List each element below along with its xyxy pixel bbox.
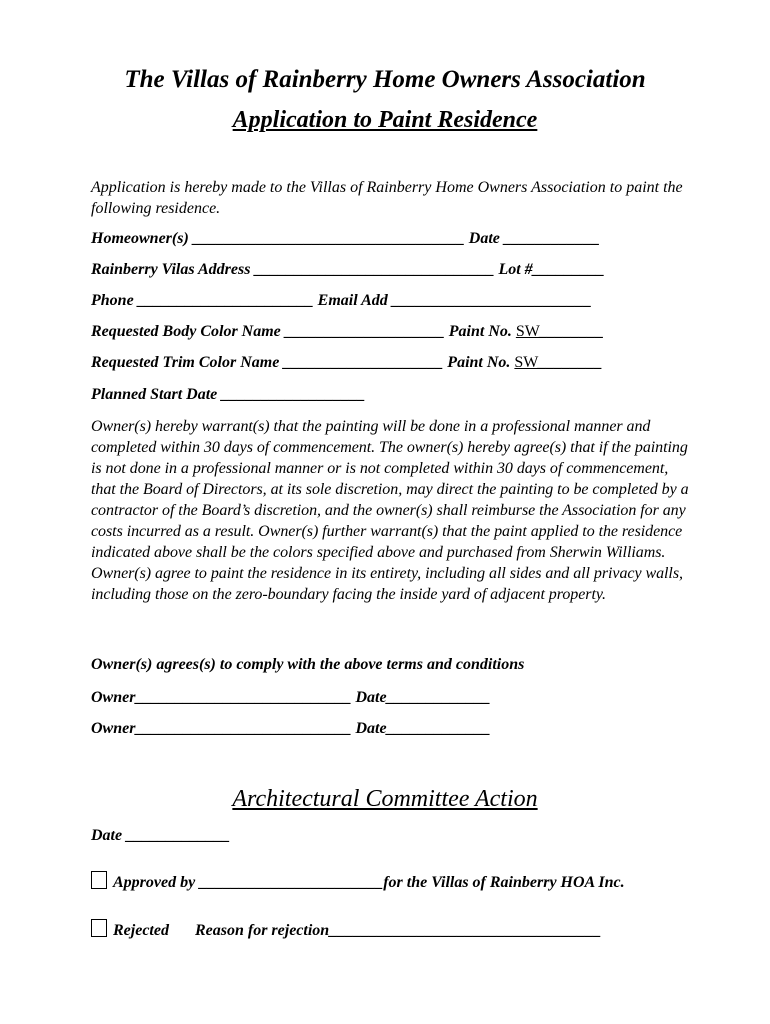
rejected-row[interactable]	[91, 919, 601, 940]
approved-row[interactable]	[91, 871, 625, 892]
owner-signature-1[interactable]: Owner___________________________ Date_____________	[91, 689, 491, 706]
committee-heading: Architectural Committee Action	[232, 786, 538, 812]
agreement-statement: Owner(s) agrees(s) to comply with the above terms and conditions	[91, 656, 525, 673]
rejection-reason-field[interactable]: Reason for rejection__________________________________	[194, 922, 602, 939]
body-color-field[interactable]	[91, 323, 604, 341]
body-color-label: Requested Body Color Name ____________________ Paint No.	[91, 323, 512, 340]
committee-date-field[interactable]: Date _____________	[91, 827, 231, 844]
intro-text: Application is hereby made to the Villas of Rainberry Home Owners Association to paint the following residence.	[91, 179, 683, 217]
body-sw-code: SW	[515, 323, 540, 340]
trim-sw-blank[interactable]: ________	[538, 354, 603, 371]
body-sw-blank[interactable]: ________	[539, 323, 604, 340]
approved-checkbox-icon[interactable]	[91, 871, 107, 889]
start-date-field[interactable]: Planned Start Date __________________	[91, 386, 366, 403]
phone-email-field[interactable]: Phone ______________________ Email Add _________________________	[91, 292, 592, 309]
approved-label: Approved by _______________________for the Villas of Rainberry HOA Inc.	[113, 874, 625, 891]
terms-paragraph: Owner(s) hereby warrant(s) that the painting will be done in a professional manner and completed within 30 days of commencement. The owner(s) hereby agree(s) that if the painting is not done in a professional manner or is not completed within 30 days of commencement, that the Board of Directors, at its sole discretion, may direct the painting to be completed by a contractor of the Board’s discretion, and the owner(s) shall reimburse the Association for any costs incurred as a result. Owner(s) further warrant(s) that the paint applied to the residence indicated above shall be the colors specified above and purchased from Sherwin Williams. Owner(s) agree to paint the residence in its entirety, including all sides and all privacy walls, including those on the zero-boundary facing the inside yard of adjacent property.	[91, 418, 689, 603]
trim-sw-code: SW	[514, 354, 539, 371]
homeowners-field[interactable]: Homeowner(s) __________________________________ Date ____________	[91, 230, 600, 247]
address-field[interactable]: Rainberry Vilas Address ______________________________ Lot #_________	[91, 261, 605, 278]
owner-signature-2[interactable]: Owner___________________________ Date_____________	[91, 720, 491, 737]
trim-color-field[interactable]	[91, 354, 602, 372]
form-title: The Villas of Rainberry Home Owners Association	[124, 66, 646, 93]
rejected-checkbox-icon[interactable]	[91, 919, 107, 937]
form-subtitle: Application to Paint Residence	[232, 107, 538, 133]
trim-color-label: Requested Trim Color Name ____________________ Paint No.	[91, 354, 511, 371]
rejected-label: Rejected	[113, 922, 169, 939]
